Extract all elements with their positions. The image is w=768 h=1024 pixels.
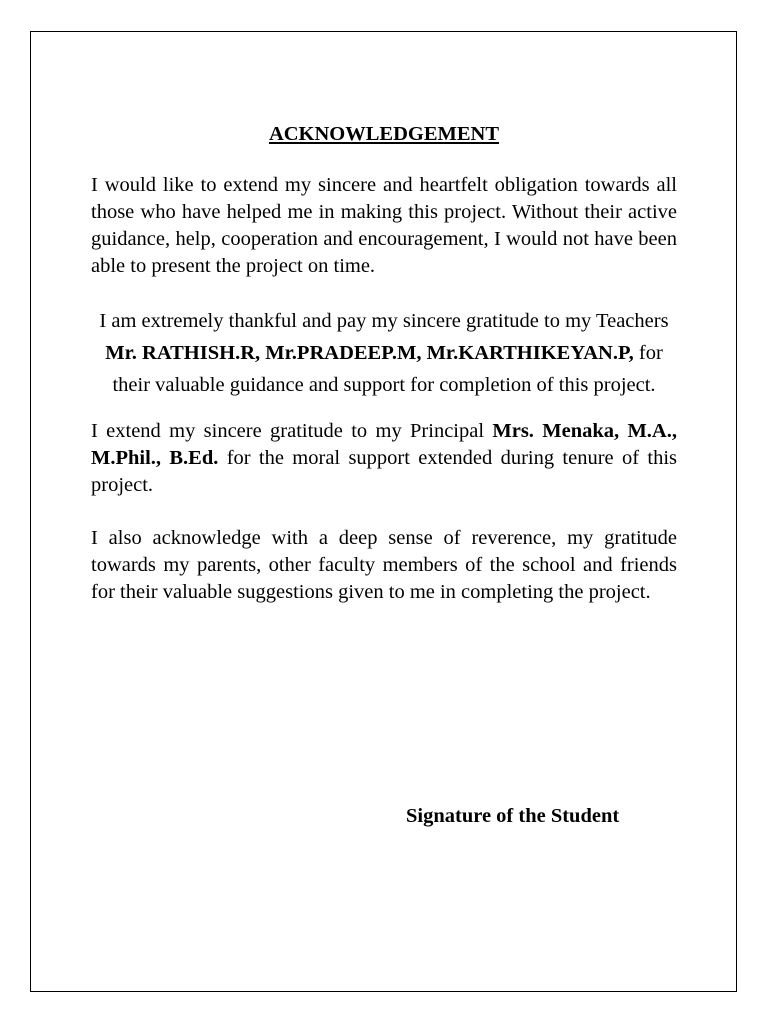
paragraph-teachers-intro: I am extremely thankful and pay my sincere gratitude to my Teachers — [99, 310, 669, 332]
document-body — [91, 121, 677, 606]
principal-name: Mrs. Menaka, M.A., M.Phil., B.Ed. — [91, 420, 677, 469]
teacher-names: Mr. RATHISH.R, Mr.PRADEEP.M, Mr.KARTHIKEYAN.P, — [105, 342, 634, 364]
paragraph-principal-outro: for the moral support extended during tenure of this project. — [91, 447, 677, 496]
paragraph-parents: I also acknowledge with a deep sense of reverence, my gratitude towards my parents, other faculty members of the school and friends for their valuable suggestions given to me in completing the project. — [91, 527, 677, 603]
paragraph-teachers — [91, 305, 677, 401]
signature-label: Signature of the Student — [406, 805, 620, 827]
paragraph-teachers-outro: for their valuable guidance and support for completion of this project. — [112, 342, 663, 396]
page-title: ACKNOWLEDGEMENT — [268, 123, 500, 145]
paragraph-principal-intro: I extend my sincere gratitude to my Principal — [91, 420, 493, 442]
paragraph-principal — [91, 418, 677, 499]
paragraph-obligation: I would like to extend my sincere and heartfelt obligation towards all those who have helped me in making this project. Without their active guidance, help, cooperation and encouragement, I would not have been able to present the project on time. — [91, 174, 677, 277]
